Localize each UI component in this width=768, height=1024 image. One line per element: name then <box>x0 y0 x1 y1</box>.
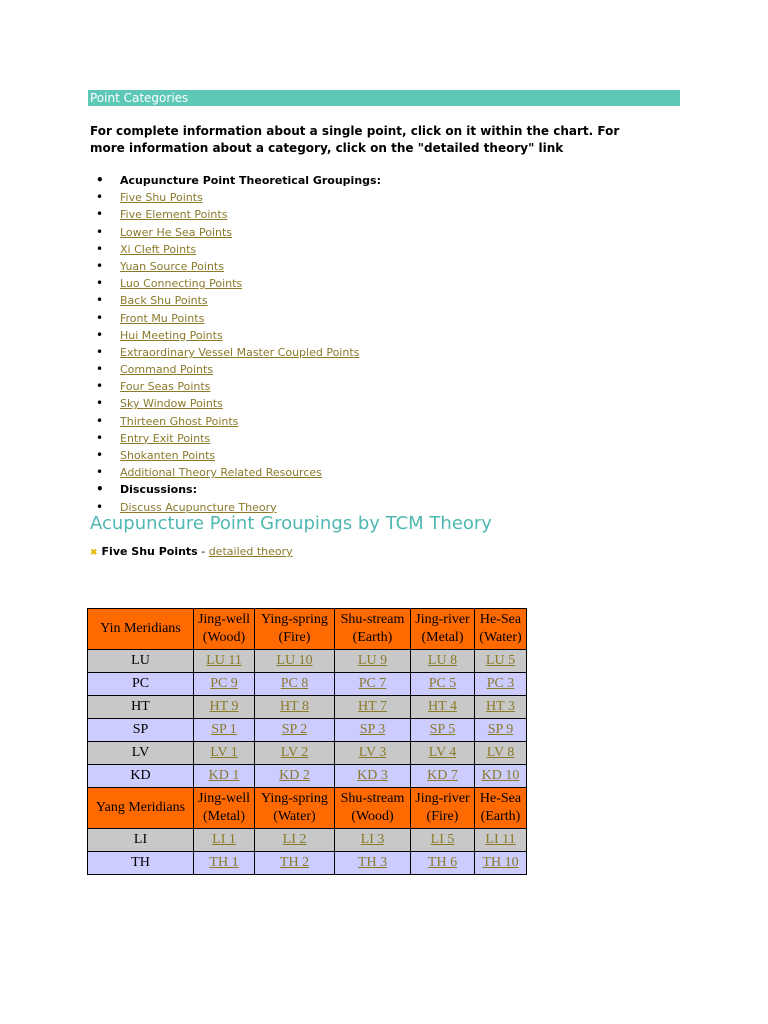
category-link[interactable]: Back Shu Points <box>120 294 208 308</box>
bullet-icon: • <box>96 276 104 291</box>
list-item[interactable] <box>90 344 381 361</box>
bullet-icon: • <box>96 241 104 256</box>
list-item[interactable] <box>90 224 381 241</box>
list-item[interactable] <box>90 447 381 464</box>
point-link[interactable]: HT 7 <box>358 699 387 714</box>
meridian-group-header: Yin Meridians <box>88 609 194 650</box>
point-cell <box>411 765 475 788</box>
point-link[interactable]: SP 5 <box>429 722 456 737</box>
table-row <box>88 829 527 852</box>
point-link[interactable]: SP 1 <box>211 722 237 737</box>
point-type-header: Jing-well (Metal) <box>194 788 255 829</box>
category-link[interactable]: Luo Connecting Points <box>120 277 243 291</box>
bullet-icon: • <box>96 448 104 462</box>
point-link[interactable]: KD 7 <box>427 768 458 783</box>
point-cell <box>475 852 527 875</box>
point-cell <box>255 765 335 788</box>
list-item[interactable] <box>90 292 381 309</box>
point-link[interactable]: LV 4 <box>428 745 457 760</box>
point-cell <box>255 852 335 875</box>
point-link[interactable]: KD 1 <box>208 768 240 783</box>
point-link[interactable]: KD 2 <box>279 768 310 783</box>
meridian-cell: TH <box>88 852 194 875</box>
list-item[interactable] <box>90 241 381 258</box>
point-cell <box>411 829 475 852</box>
bullet-icon: • <box>96 258 104 273</box>
bullet-icon: • <box>96 379 104 394</box>
meridian-cell: SP <box>88 719 194 742</box>
point-link[interactable]: LI 1 <box>212 832 236 847</box>
point-link[interactable]: LI 3 <box>360 832 385 847</box>
point-cell <box>194 742 255 765</box>
point-link[interactable]: TH 3 <box>357 855 388 870</box>
table-header-row <box>88 788 527 829</box>
meridian-group-header: Yang Meridians <box>88 788 194 829</box>
point-link[interactable]: LV 2 <box>280 745 309 760</box>
list-item[interactable] <box>90 378 381 395</box>
point-link[interactable]: LU 11 <box>206 653 242 668</box>
point-link[interactable]: PC 3 <box>486 676 515 691</box>
bullet-icon: • <box>96 327 104 342</box>
star-icon: ✖ <box>90 548 98 558</box>
point-link[interactable]: HT 9 <box>209 699 239 714</box>
list-item[interactable] <box>90 189 381 206</box>
point-cell <box>475 696 527 719</box>
point-cell <box>335 696 411 719</box>
point-cell <box>411 719 475 742</box>
point-link[interactable]: TH 10 <box>482 855 519 870</box>
category-link[interactable]: Lower He Sea Points <box>120 225 233 239</box>
list-item[interactable] <box>90 275 381 292</box>
category-link[interactable]: Command Points <box>120 363 214 377</box>
point-type-header: Ying-spring (Fire) <box>255 609 335 650</box>
meridian-cell: PC <box>88 673 194 696</box>
subhead-label: Five Shu Points <box>101 545 198 558</box>
point-cell <box>335 852 411 875</box>
point-link[interactable]: SP 9 <box>487 722 514 737</box>
point-cell <box>194 852 255 875</box>
point-cell <box>411 742 475 765</box>
point-link[interactable]: KD 10 <box>481 768 520 783</box>
point-cell <box>475 673 527 696</box>
point-link[interactable]: SP 2 <box>281 722 308 737</box>
bullet-icon: • <box>96 465 104 480</box>
meridian-cell: LU <box>88 650 194 673</box>
point-type-header: Jing-river (Metal) <box>411 609 475 650</box>
table-row <box>88 852 527 875</box>
point-link[interactable]: KD 3 <box>357 768 388 783</box>
table-row <box>88 765 527 788</box>
point-link[interactable]: TH 6 <box>427 855 458 870</box>
bullet-icon: • <box>96 396 104 411</box>
detailed-theory-link[interactable]: detailed theory <box>208 545 293 558</box>
point-link[interactable]: HT 4 <box>428 699 457 714</box>
point-link[interactable]: LU 10 <box>276 653 313 668</box>
point-categories-bar: Point Categories <box>88 90 680 106</box>
category-link[interactable]: Extraordinary Vessel Master Coupled Points <box>120 345 360 359</box>
point-cell <box>411 852 475 875</box>
table-row <box>88 719 527 742</box>
point-cell <box>194 829 255 852</box>
bullet-icon: • <box>96 224 104 239</box>
category-link[interactable]: Thirteen Ghost Points <box>120 414 239 428</box>
point-type-header: Shu-stream (Earth) <box>335 609 411 650</box>
point-cell <box>411 650 475 673</box>
point-link[interactable]: TH 1 <box>209 855 239 870</box>
list-item <box>90 481 381 498</box>
category-link[interactable]: Four Seas Points <box>120 380 211 394</box>
bullet-icon: • <box>96 310 104 325</box>
bullet-icon: • <box>96 499 104 514</box>
point-cell <box>475 765 527 788</box>
point-type-header: Jing-river (Fire) <box>411 788 475 829</box>
point-cell <box>411 673 475 696</box>
point-link[interactable]: LI 5 <box>430 832 455 847</box>
point-link[interactable]: PC 8 <box>280 676 309 691</box>
meridian-cell: LI <box>88 829 194 852</box>
subhead-separator: - <box>197 545 209 558</box>
category-link[interactable]: Entry Exit Points <box>120 431 211 445</box>
point-cell <box>335 650 411 673</box>
meridian-cell: HT <box>88 696 194 719</box>
point-cell <box>335 673 411 696</box>
category-link[interactable]: Sky Window Points <box>120 397 223 411</box>
point-link[interactable]: LI 2 <box>282 832 307 847</box>
table-row <box>88 742 527 765</box>
point-link[interactable]: HT 3 <box>486 699 515 714</box>
bullet-icon: • <box>96 173 104 187</box>
category-link[interactable]: Additional Theory Related Resources <box>120 466 322 480</box>
point-cell <box>475 829 527 852</box>
list-heading: Acupuncture Point Theoretical Groupings: <box>120 174 381 187</box>
list-item[interactable] <box>90 464 381 481</box>
point-cell <box>194 696 255 719</box>
point-link[interactable]: PC 9 <box>210 676 238 691</box>
point-type-header: Ying-spring (Water) <box>255 788 335 829</box>
five-shu-table <box>87 608 527 875</box>
list-item[interactable] <box>90 430 381 447</box>
list-item[interactable] <box>90 361 381 378</box>
point-cell <box>255 829 335 852</box>
point-type-header: He-Sea (Water) <box>475 609 527 650</box>
list-item[interactable] <box>90 395 381 412</box>
category-link[interactable]: Discuss Acupuncture Theory <box>120 500 277 514</box>
list-item[interactable] <box>90 413 381 430</box>
point-link[interactable]: LV 8 <box>486 745 515 760</box>
bullet-icon: • <box>96 362 104 377</box>
point-cell <box>194 673 255 696</box>
list-item <box>90 172 381 189</box>
bullet-icon: • <box>96 482 104 497</box>
bullet-icon: • <box>96 207 104 222</box>
point-link[interactable]: TH 2 <box>279 855 310 870</box>
point-cell <box>335 829 411 852</box>
list-item[interactable] <box>90 258 381 275</box>
meridian-cell: LV <box>88 742 194 765</box>
meridian-cell: KD <box>88 765 194 788</box>
point-type-header: He-Sea (Earth) <box>475 788 527 829</box>
point-cell <box>255 650 335 673</box>
point-link[interactable]: SP 3 <box>359 722 386 737</box>
category-link[interactable]: Hui Meeting Points <box>120 328 223 342</box>
category-link[interactable]: Front Mu Points <box>120 311 205 325</box>
point-link[interactable]: LV 1 <box>210 745 238 760</box>
point-link[interactable]: LU 9 <box>357 653 388 668</box>
bullet-icon: • <box>96 430 104 445</box>
category-list <box>90 172 381 516</box>
point-cell <box>255 673 335 696</box>
bullet-icon: • <box>96 413 104 428</box>
point-link[interactable]: LV 3 <box>358 745 387 760</box>
list-heading: Discussions: <box>120 483 197 497</box>
bullet-icon: • <box>96 293 104 308</box>
point-cell <box>255 719 335 742</box>
point-link[interactable]: PC 7 <box>358 676 387 691</box>
section-title: Acupuncture Point Groupings by TCM Theory <box>90 513 492 534</box>
point-cell <box>194 650 255 673</box>
point-type-header: Shu-stream (Wood) <box>335 788 411 829</box>
intro-text: For complete information about a single point, click on it within the chart. For more information about a category, click on the "detailed theory" link <box>90 124 620 155</box>
table-header-row <box>88 609 527 650</box>
point-cell <box>335 765 411 788</box>
point-cell <box>475 650 527 673</box>
category-link[interactable]: Five Shu Points <box>120 191 203 205</box>
point-link[interactable]: LU 8 <box>427 653 458 668</box>
point-cell <box>411 696 475 719</box>
bullet-icon: • <box>96 344 104 359</box>
point-link[interactable]: LU 5 <box>485 653 516 668</box>
five-shu-subhead <box>90 545 293 558</box>
point-type-header: Jing-well (Wood) <box>194 609 255 650</box>
point-cell <box>335 742 411 765</box>
point-cell <box>194 765 255 788</box>
point-cell <box>194 719 255 742</box>
point-link[interactable]: HT 8 <box>280 699 309 714</box>
point-cell <box>475 719 527 742</box>
table-row <box>88 673 527 696</box>
category-link[interactable]: Five Element Points <box>120 208 228 222</box>
category-link[interactable]: Yuan Source Points <box>120 259 224 273</box>
bullet-icon: • <box>96 190 104 205</box>
list-item[interactable] <box>90 310 381 327</box>
point-link[interactable]: LI 11 <box>485 832 516 847</box>
table-row <box>88 650 527 673</box>
category-link[interactable]: Shokanten Points <box>120 449 216 462</box>
table-row <box>88 696 527 719</box>
point-cell <box>255 742 335 765</box>
list-item[interactable] <box>90 206 381 223</box>
point-cell <box>475 742 527 765</box>
category-link[interactable]: Xi Cleft Points <box>120 242 197 256</box>
point-cell <box>335 719 411 742</box>
list-item[interactable] <box>90 327 381 344</box>
point-link[interactable]: PC 5 <box>428 676 457 691</box>
point-cell <box>255 696 335 719</box>
